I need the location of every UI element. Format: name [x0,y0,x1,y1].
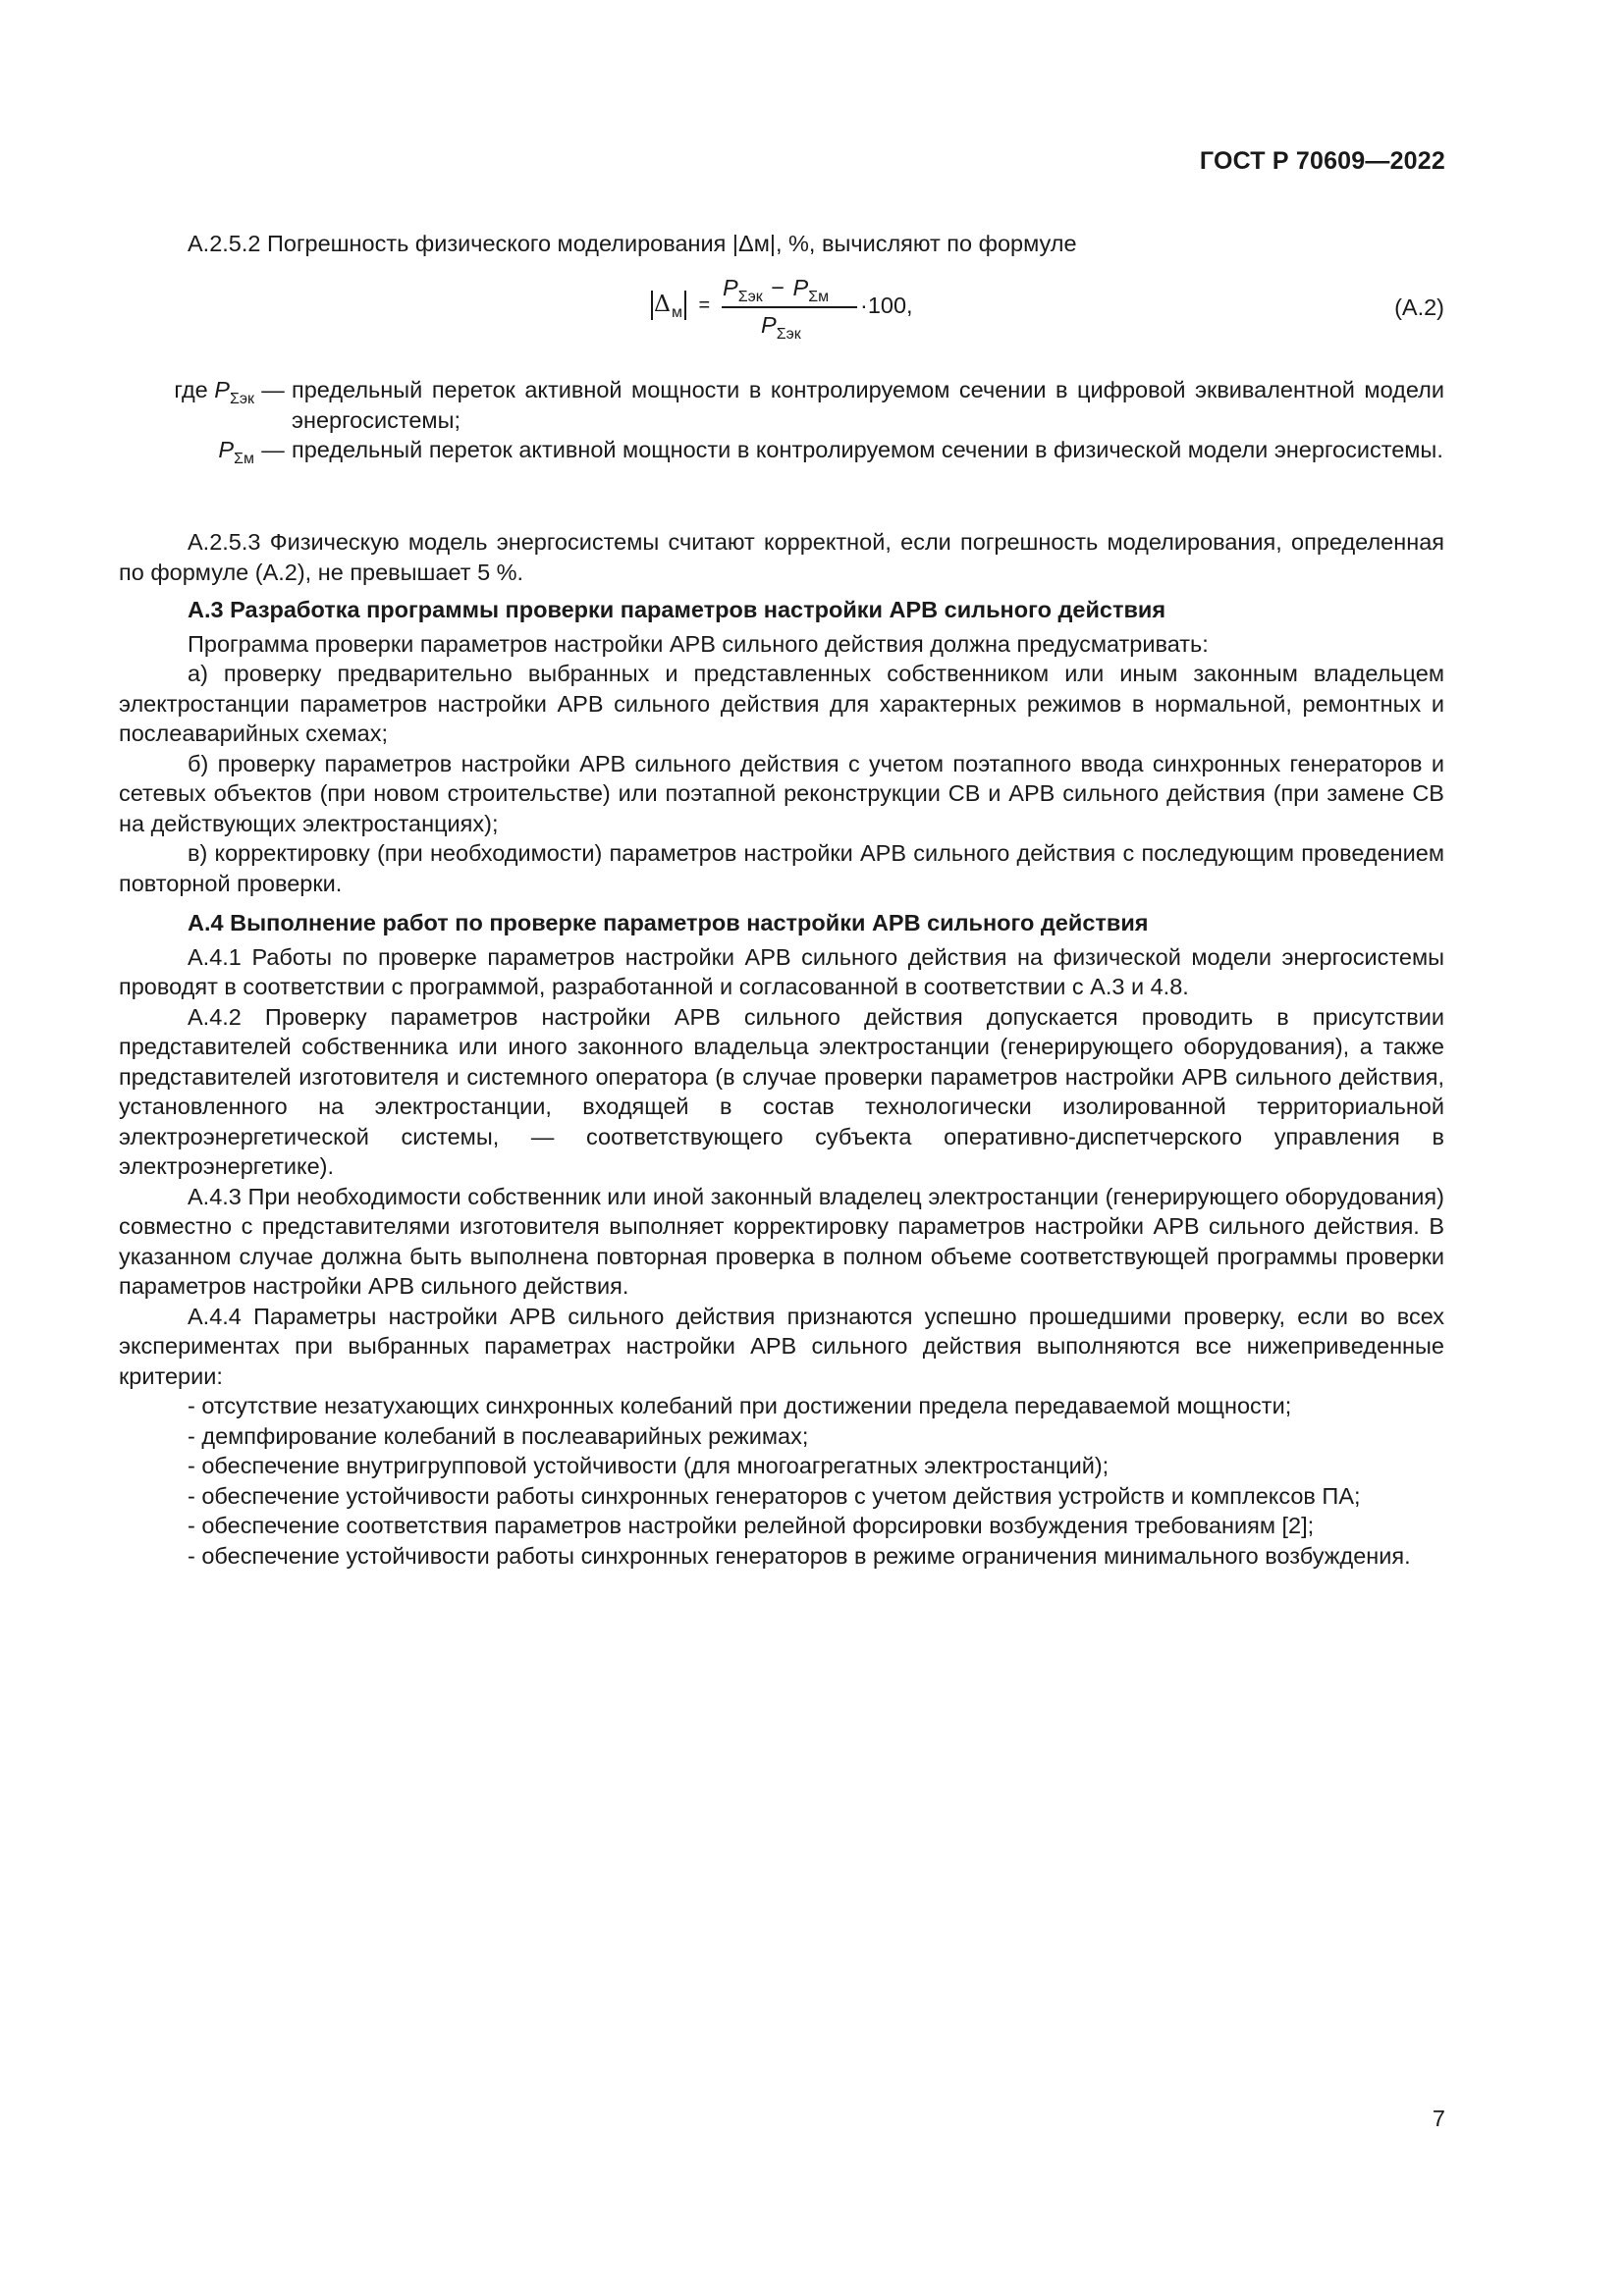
criterion-item: - обеспечение соответствия параметров настройки релейной форсировки возбуждения требованиям [2]; [188,1513,1315,1538]
paragraph-a252: А.2.5.2 Погрешность физического моделирования |Δм|, %, вычисляют по формуле [188,231,1077,256]
paragraph-a44: А.4.4 Параметры настройки АРВ сильного действия признаются успешно прошедшими проверку, если во всех экспериментах при выбранных параметрах настройки АРВ сильного действия выполняются все нижеприведенные критерии: [119,1303,1444,1389]
where-definitions [119,375,1444,465]
num-p1: P [723,275,738,300]
where-definition: предельный переток активной мощности в контролируемом сечении в физической модели энергосистемы. [292,437,1443,462]
criterion-item: - демпфирование колебаний в послеаварийных режимах; [188,1422,809,1449]
symbol-p: P [214,377,230,402]
document-header: ГОСТ Р 70609—2022 [1199,147,1445,175]
equals-sign: = [698,294,711,316]
list-item-a3-c: в) корректировку (при необходимости) параметров настройки АРВ сильного действия с последующим проведением повторной проверки. [119,840,1444,896]
heading-a3: А.3 Разработка программы проверки параметров настройки АРВ сильного действия [188,597,1166,622]
formula-a2 [651,277,1444,347]
delta-symbol: Δ [654,290,671,317]
paragraph-a43: А.4.3 При необходимости собственник или иной законный владелец электростанции (генерирующего оборудования) совместно с представителями изготовителя выполняет корректировку параметров настройки АРВ сильного действия. В указанном случае должна быть выполнена повторная проверка в полном объеме соответствующей программы проверки параметров настройки АРВ сильного действия. [119,1183,1444,1299]
where-row-p-sum-m [119,435,1444,465]
list-item-a3-b: б) проверку параметров настройки АРВ сильного действия с учетом поэтапного ввода синхронных генераторов и сетевых объектов (при новом строительстве) или поэтапной реконструкции СВ и АРВ сильного действия (при замене СВ на действующих электростанциях); [119,750,1444,836]
flow-body [119,527,1444,1571]
paragraph-a41: А.4.1 Работы по проверке параметров настройки АРВ сильного действия на физической модели энергосистемы проводят в соответствии с программой, разработанной и согласованной в соответствии с А.3 и 4.8. [119,943,1444,999]
symbol-subscript: Σм [234,451,254,467]
paragraph-a42: А.4.2 Проверку параметров настройки АРВ сильного действия допускается проводить в присутствии представителей собственника или иного законного владельца электростанции (генерирующего оборудования), а также представителей изготовителя и системного оператора (в случае проверки параметров настройки АРВ сильного действия, установленного на электростанции, входящей в состав технологически изолированной территориальной электроэнергетической системы, — соответствующего субъекта оперативно-диспетчерского управления в электроэнергетике). [119,1003,1444,1179]
formula-denominator [761,310,801,341]
fraction-line [722,306,857,308]
den-p: P [761,312,777,338]
symbol-p: P [218,437,235,462]
heading-a4: А.4 Выполнение работ по проверке параметров настройки АРВ сильного действия [188,910,1149,935]
num-p2-sub: Σм [808,289,830,305]
criterion-item: - обеспечение устойчивости работы синхронных генераторов с учетом действия устройств и комплексов ПА; [188,1482,1361,1509]
formula-lhs [651,289,710,321]
abs-bar-left [651,291,653,320]
num-p1-sub: Σэк [737,289,763,305]
where-prefix: где [174,377,215,402]
where-row-p-sum-ek [119,375,1444,435]
criterion-item: - обеспечение устойчивости работы синхронных генераторов в режиме ограничения минимального возбуждения. [188,1542,1411,1569]
paragraph-a253: А.2.5.3 Физическую модель энергосистемы считают корректной, если погрешность моделирования, определенная по формуле (А.2), не превышает 5 %. [119,529,1444,585]
den-p-sub: Σэк [776,326,801,343]
minus-sign: − [771,275,785,300]
num-p2: P [792,275,809,300]
where-definition: предельный переток активной мощности в контролируемом сечении в цифровой эквивалентной модели энергосистемы; [292,377,1444,433]
where-dash: — [261,377,285,402]
paragraph-a3-intro: Программа проверки параметров настройки АРВ сильного действия должна предусматривать: [188,630,1209,657]
criterion-item: - обеспечение внутригрупповой устойчивости (для многоагрегатных электростанций); [188,1453,1110,1478]
page-number: 7 [1432,2106,1445,2131]
formula-numerator [723,273,829,303]
times-100: ·100, [860,293,913,318]
abs-bar-right [684,291,686,320]
where-symbol [119,375,254,435]
list-item-a3-a: а) проверку предварительно выбранных и представленных собственником или иным законным владельцем электростанции параметров настройки АРВ сильного действия для характерных режимов в нормальной, ремонтных и послеаварийных схемах; [119,661,1444,746]
where-symbol [119,435,254,465]
where-dash: — [261,437,285,462]
criterion-item: - отсутствие незатухающих синхронных колебаний при достижении предела передаваемой мощности; [188,1393,1292,1418]
symbol-subscript: Σэк [229,391,254,407]
delta-subscript: м [671,304,682,321]
equation-number: (А.2) [1394,294,1444,320]
